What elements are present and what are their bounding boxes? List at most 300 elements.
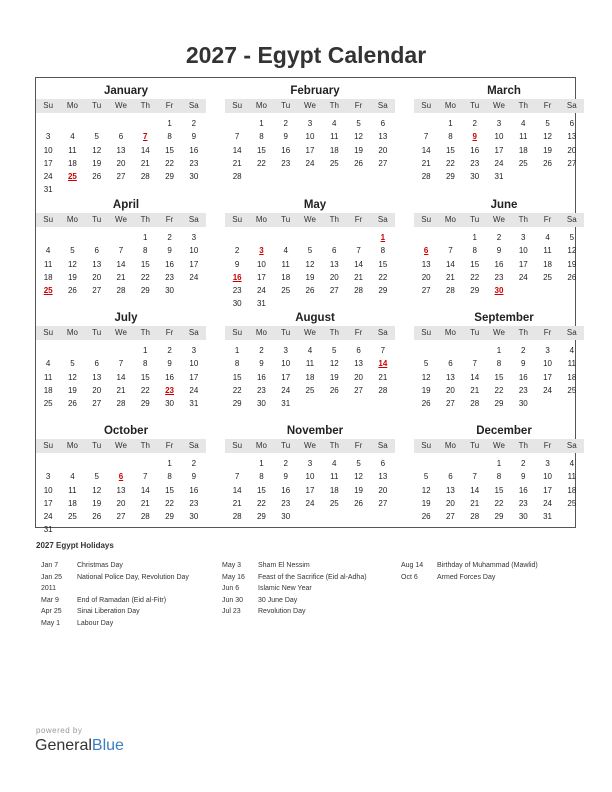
month-name: August	[295, 312, 335, 324]
day-cell: 9	[234, 259, 240, 269]
day-cell: 27	[445, 512, 455, 522]
day-cell	[60, 117, 84, 130]
day-cell: 15	[165, 145, 174, 155]
weekday-header	[225, 99, 395, 113]
weekday-label: We	[493, 328, 505, 337]
day-cell: 2	[521, 459, 526, 468]
day-cell: 4	[45, 246, 51, 256]
day-cell: 26	[329, 385, 339, 395]
weekday-label: Mo	[444, 215, 456, 224]
day-cell	[60, 231, 84, 244]
day-cell: 29	[445, 172, 455, 182]
day-cell: 12	[354, 132, 363, 142]
day-cell: 24	[256, 286, 266, 296]
day-cell	[225, 231, 249, 244]
weekday-label: We	[115, 441, 127, 450]
day-cell: 29	[140, 399, 150, 409]
day-cell	[438, 344, 462, 357]
holiday-name: Birthday of Muhammad (Mawlid)	[437, 562, 538, 569]
day-cell	[85, 117, 109, 130]
week-row	[225, 497, 395, 510]
week-row	[225, 397, 395, 410]
day-cell	[371, 397, 395, 410]
day-cell: 29	[140, 286, 150, 296]
month-name: November	[286, 425, 344, 437]
day-cell	[438, 457, 462, 470]
day-cell: 14	[354, 259, 363, 269]
day-cell	[182, 523, 206, 536]
day-cell: 28	[421, 172, 431, 182]
day-cell: 29	[494, 512, 504, 522]
day-cell: 21	[232, 158, 242, 168]
day-cell: 5	[332, 346, 337, 355]
day-cell: 20	[354, 372, 363, 382]
month-september	[414, 310, 584, 410]
day-cell: 9	[521, 472, 526, 482]
weekday-label: Su	[232, 328, 243, 337]
weekday-label: Sa	[377, 441, 388, 450]
day-cell: 25	[329, 498, 339, 508]
day-cell: 2	[496, 233, 502, 242]
day-cell: 7	[356, 246, 361, 256]
week-row	[414, 244, 584, 257]
day-cell: 18	[67, 158, 77, 168]
week-row	[225, 244, 395, 257]
day-cell	[133, 183, 157, 196]
day-cell: 6	[118, 132, 124, 142]
day-cell	[535, 284, 559, 297]
weekday-label: Th	[518, 101, 528, 110]
day-cell: 10	[281, 359, 291, 369]
day-cell	[85, 523, 109, 536]
holiday-date: May 16	[222, 573, 245, 581]
holiday-item	[222, 583, 397, 595]
day-cell: 2	[167, 346, 172, 355]
holiday-day-cell: 16	[232, 272, 242, 282]
day-cell: 22	[140, 385, 150, 395]
weekday-label: Th	[518, 441, 528, 450]
holiday-item	[222, 595, 397, 607]
day-cell: 1	[167, 119, 172, 128]
holidays-title: 2027 Egypt Holidays	[36, 541, 114, 550]
day-cell: 29	[494, 399, 504, 409]
holiday-item	[41, 572, 216, 584]
week-row	[36, 470, 206, 483]
day-cell: 8	[167, 472, 172, 482]
week-row	[414, 258, 584, 271]
day-cell: 21	[232, 498, 242, 508]
day-cell: 27	[445, 399, 455, 409]
day-cell	[414, 457, 438, 470]
week-row	[414, 384, 584, 397]
month-name: March	[487, 85, 521, 97]
day-cell: 14	[140, 485, 150, 495]
day-cell	[535, 397, 559, 410]
day-cell	[109, 183, 133, 196]
month-name: May	[303, 199, 327, 211]
day-cell: 23	[256, 385, 266, 395]
day-cell: 5	[356, 119, 361, 128]
day-cell	[346, 397, 370, 410]
weekday-header	[225, 326, 395, 340]
day-cell: 27	[92, 399, 102, 409]
weekday-label: Tu	[281, 441, 291, 450]
week-row	[36, 457, 206, 470]
day-cell: 3	[45, 472, 51, 482]
day-cell: 3	[191, 233, 197, 242]
day-cell	[274, 170, 298, 183]
day-cell: 8	[496, 359, 502, 369]
week-row	[414, 484, 584, 497]
weekday-label: Su	[43, 328, 54, 337]
day-cell: 28	[232, 512, 242, 522]
day-cell: 26	[421, 512, 431, 522]
day-cell: 28	[232, 172, 242, 182]
weekday-label: We	[304, 441, 316, 450]
week-row	[36, 130, 206, 143]
day-cell	[133, 457, 157, 470]
day-cell	[560, 397, 584, 410]
day-cell: 11	[281, 259, 290, 269]
day-cell: 23	[518, 498, 528, 508]
day-cell	[182, 284, 206, 297]
day-cell: 22	[378, 272, 388, 282]
holiday-day-cell: 25	[43, 286, 53, 296]
day-cell: 14	[116, 259, 126, 269]
day-cell: 10	[305, 472, 315, 482]
day-cell: 29	[165, 172, 174, 182]
day-cell: 16	[281, 485, 291, 495]
day-cell: 26	[67, 399, 77, 409]
holiday-day-cell: 14	[378, 359, 388, 369]
day-cell: 29	[470, 286, 480, 296]
day-cell: 17	[43, 498, 53, 508]
holiday-date: Apr 25	[41, 608, 62, 615]
week-row	[414, 117, 584, 130]
day-cell: 7	[448, 246, 453, 256]
holidays-column	[222, 560, 397, 618]
day-cell: 4	[70, 132, 75, 142]
week-row	[36, 371, 206, 384]
day-cell: 17	[189, 372, 199, 382]
holiday-day-cell: 1	[380, 233, 386, 242]
day-cell: 1	[143, 346, 148, 355]
week-row	[36, 170, 206, 183]
weekday-label: Sa	[377, 328, 388, 337]
day-cell: 23	[232, 286, 242, 296]
day-cell: 7	[472, 472, 477, 482]
holiday-item	[222, 560, 397, 572]
day-cell	[322, 170, 346, 183]
day-cell: 21	[354, 272, 363, 282]
month-july	[36, 310, 206, 410]
weekday-label: Th	[329, 441, 339, 450]
month-august	[225, 310, 395, 410]
day-cell: 13	[329, 259, 339, 269]
day-cell: 16	[256, 372, 266, 382]
day-cell: 18	[518, 145, 528, 155]
day-cell: 8	[259, 472, 264, 482]
day-cell: 7	[118, 359, 124, 369]
day-cell: 26	[354, 498, 363, 508]
day-cell	[60, 183, 84, 196]
day-cell: 25	[305, 385, 315, 395]
day-cell: 14	[421, 145, 431, 155]
day-cell: 28	[445, 286, 455, 296]
week-row	[225, 271, 395, 284]
weekday-label: Mo	[444, 328, 456, 337]
day-cell: 16	[494, 259, 504, 269]
day-cell: 21	[470, 498, 480, 508]
holiday-name: Christmas Day	[77, 562, 123, 569]
day-cell: 11	[43, 259, 53, 269]
day-cell: 30	[281, 512, 291, 522]
day-cell: 13	[92, 372, 102, 382]
day-cell	[133, 117, 157, 130]
day-cell	[322, 231, 346, 244]
week-row	[36, 344, 206, 357]
month-may	[225, 197, 395, 311]
day-cell: 8	[472, 246, 477, 256]
weekday-header	[225, 213, 395, 227]
holiday-name: Islamic New Year	[258, 585, 312, 592]
day-cell	[249, 231, 273, 244]
day-cell	[36, 231, 60, 244]
day-cell: 3	[545, 346, 550, 355]
week-row	[414, 497, 584, 510]
weekday-header	[414, 326, 584, 340]
weekday-label: We	[115, 215, 127, 224]
day-cell: 10	[305, 132, 315, 142]
weekday-label: Su	[232, 101, 243, 110]
day-cell: 12	[92, 485, 102, 495]
week-row	[36, 510, 206, 523]
week-row	[414, 357, 584, 370]
weekday-label: Fr	[354, 328, 363, 337]
month-name: October	[103, 425, 149, 437]
day-cell: 13	[567, 132, 577, 142]
week-row	[414, 470, 584, 483]
day-cell: 12	[67, 372, 77, 382]
weekday-label: Su	[43, 215, 54, 224]
day-cell	[371, 510, 395, 523]
day-cell: 20	[92, 385, 102, 395]
day-cell: 20	[445, 498, 455, 508]
day-cell: 25	[329, 158, 339, 168]
day-cell: 9	[283, 472, 288, 482]
day-cell: 22	[256, 158, 266, 168]
week-row	[225, 170, 395, 183]
day-cell: 6	[94, 359, 99, 369]
weekday-label: Fr	[354, 215, 363, 224]
weekday-label: Fr	[165, 101, 174, 110]
day-cell: 4	[45, 359, 51, 369]
day-cell: 4	[332, 459, 337, 468]
weekday-label: Fr	[543, 328, 552, 337]
day-cell: 5	[70, 359, 75, 369]
day-cell: 19	[354, 145, 363, 155]
weekday-label: Mo	[255, 328, 267, 337]
day-cell: 11	[543, 246, 552, 256]
weekday-header	[36, 213, 206, 227]
day-cell: 22	[165, 498, 174, 508]
day-cell: 25	[281, 286, 291, 296]
week-row	[414, 170, 584, 183]
day-cell: 22	[256, 498, 266, 508]
day-cell: 9	[191, 132, 197, 142]
day-cell: 18	[305, 372, 315, 382]
weekday-label: Sa	[188, 328, 199, 337]
month-name: July	[114, 312, 138, 324]
day-cell	[371, 297, 395, 310]
day-cell: 24	[543, 385, 552, 395]
day-cell: 26	[421, 399, 431, 409]
weekday-label: Fr	[165, 328, 174, 337]
day-cell: 27	[92, 286, 102, 296]
day-cell	[298, 231, 322, 244]
day-cell	[414, 117, 438, 130]
brand-logo	[35, 737, 124, 755]
day-cell: 1	[234, 346, 240, 355]
day-cell: 9	[496, 246, 502, 256]
day-cell: 24	[305, 158, 315, 168]
day-cell: 14	[470, 485, 480, 495]
day-cell: 16	[470, 145, 480, 155]
day-cell: 11	[43, 372, 53, 382]
day-cell: 12	[543, 132, 552, 142]
day-cell	[157, 183, 181, 196]
week-row	[36, 284, 206, 297]
holiday-item	[41, 595, 216, 607]
week-row	[225, 357, 395, 370]
day-cell: 5	[545, 119, 550, 128]
day-cell: 13	[116, 145, 126, 155]
week-row	[225, 157, 395, 170]
weekday-label: Th	[329, 328, 339, 337]
weekday-label: Su	[43, 441, 54, 450]
week-row	[414, 344, 584, 357]
day-cell: 14	[232, 145, 242, 155]
day-cell: 19	[421, 498, 431, 508]
month-january	[36, 83, 206, 197]
weekday-label: We	[493, 215, 505, 224]
day-cell: 14	[140, 145, 150, 155]
week-row	[36, 497, 206, 510]
day-cell: 8	[143, 359, 148, 369]
day-cell: 15	[165, 485, 174, 495]
day-cell: 4	[70, 472, 75, 482]
day-cell: 15	[232, 372, 242, 382]
day-cell	[85, 457, 109, 470]
day-cell	[414, 344, 438, 357]
day-cell: 1	[496, 459, 502, 468]
week-row	[414, 130, 584, 143]
day-cell: 18	[329, 485, 339, 495]
holiday-day-cell: 3	[259, 246, 264, 256]
day-cell: 18	[43, 385, 53, 395]
day-cell: 1	[143, 233, 148, 242]
day-cell: 15	[256, 485, 266, 495]
day-cell: 22	[165, 158, 174, 168]
day-cell: 17	[305, 485, 315, 495]
day-cell: 20	[116, 158, 126, 168]
holiday-date: Jul 23	[222, 608, 241, 615]
day-cell: 25	[543, 272, 552, 282]
day-cell: 17	[305, 145, 315, 155]
weekday-label: Tu	[281, 215, 291, 224]
day-cell: 18	[567, 485, 577, 495]
week-row	[225, 117, 395, 130]
day-cell	[463, 457, 487, 470]
holiday-date: May 1	[41, 619, 61, 627]
day-cell: 24	[43, 512, 53, 522]
day-cell: 5	[94, 132, 99, 142]
holiday-day-cell: 6	[118, 472, 124, 482]
day-cell	[157, 523, 181, 536]
day-cell: 4	[569, 346, 575, 355]
day-cell: 9	[259, 359, 264, 369]
week-row	[225, 344, 395, 357]
week-row	[36, 144, 206, 157]
day-cell: 6	[448, 359, 453, 369]
holiday-name: 2011	[41, 585, 57, 592]
page-title: 2027 - Egypt Calendar	[185, 42, 427, 68]
day-cell	[414, 231, 438, 244]
day-cell: 21	[378, 372, 388, 382]
day-cell: 9	[521, 359, 526, 369]
day-cell: 7	[234, 132, 240, 142]
weekday-header	[36, 326, 206, 340]
day-cell	[85, 183, 109, 196]
brand-name-part-2: Blue	[91, 737, 124, 754]
month-october	[36, 423, 206, 537]
weekday-label: We	[304, 215, 316, 224]
holiday-date: Jan 25	[41, 573, 63, 581]
day-cell: 21	[140, 158, 150, 168]
holiday-item	[41, 618, 216, 630]
day-cell	[60, 457, 84, 470]
weekday-header	[414, 213, 584, 227]
day-cell: 24	[189, 385, 199, 395]
day-cell: 5	[569, 233, 575, 242]
weekday-label: Sa	[566, 328, 577, 337]
day-cell: 28	[378, 385, 388, 395]
week-row	[36, 397, 206, 410]
day-cell: 11	[330, 472, 339, 482]
day-cell: 10	[189, 359, 199, 369]
day-cell: 5	[70, 246, 75, 256]
month-name: April	[112, 199, 140, 211]
day-cell: 30	[518, 399, 528, 409]
day-cell: 30	[470, 172, 480, 182]
day-cell: 14	[232, 485, 242, 495]
week-row	[36, 183, 206, 196]
day-cell: 6	[94, 246, 99, 256]
day-cell: 30	[165, 399, 174, 409]
day-cell: 18	[67, 498, 77, 508]
weekday-label: Su	[43, 101, 54, 110]
day-cell: 31	[256, 299, 266, 309]
day-cell: 20	[329, 272, 339, 282]
day-cell	[535, 170, 559, 183]
weekday-label: Mo	[444, 441, 456, 450]
weekday-label: Th	[518, 215, 528, 224]
month-march	[414, 83, 584, 183]
weekday-label: Tu	[281, 101, 291, 110]
weekday-header	[36, 99, 206, 113]
weekday-label: Tu	[92, 441, 102, 450]
day-cell: 6	[569, 119, 575, 128]
